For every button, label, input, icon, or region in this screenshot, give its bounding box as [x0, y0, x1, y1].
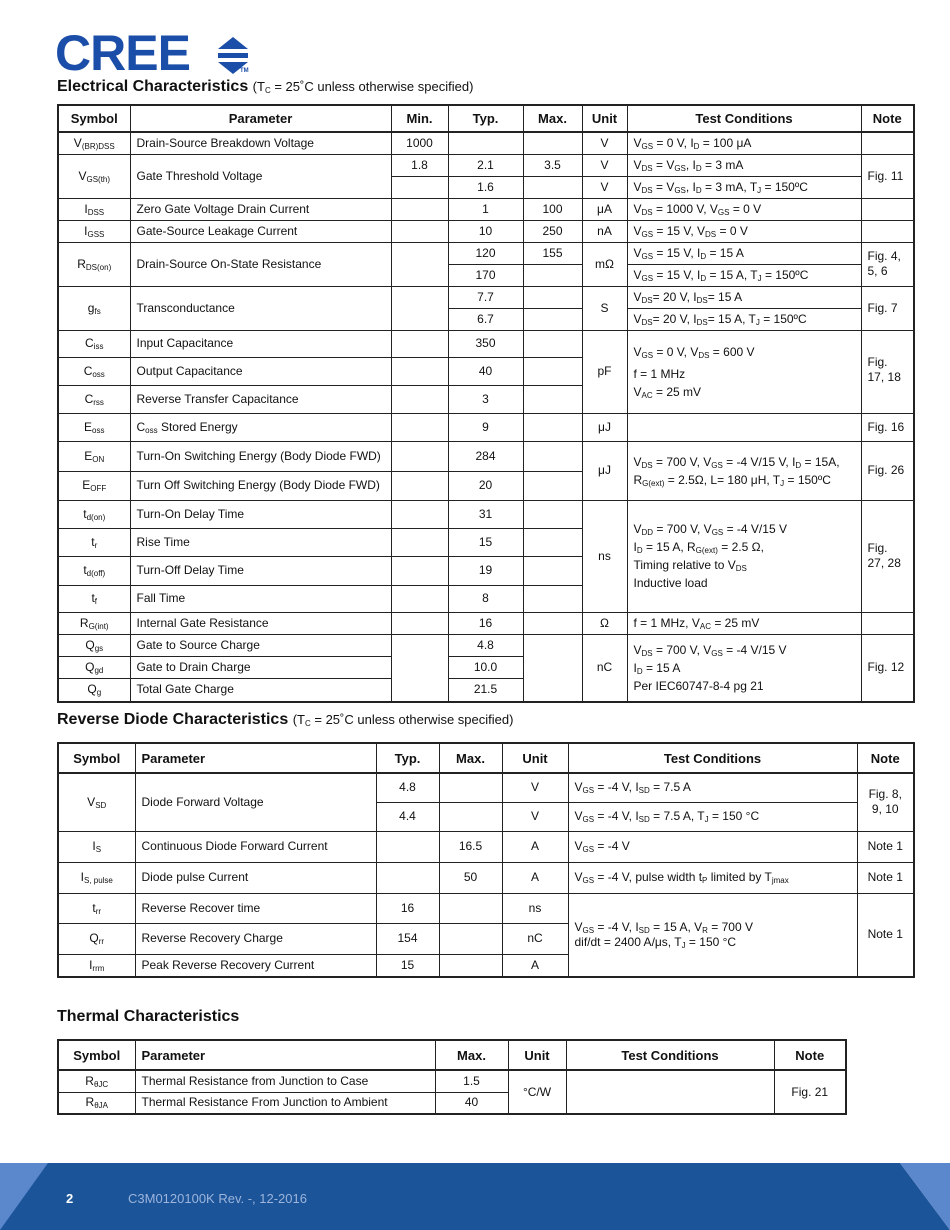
unit-cell: V [582, 132, 627, 154]
parameter-cell: Thermal Resistance From Junction to Ambient [135, 1092, 435, 1114]
typ-cell: 16 [448, 612, 523, 634]
parameter-cell: Total Gate Charge [130, 678, 391, 702]
min-cell: 1000 [391, 132, 448, 154]
unit-cell: V [502, 802, 568, 831]
typ-cell: 154 [376, 923, 439, 954]
condition-cell [627, 413, 861, 441]
max-cell [523, 176, 582, 198]
max-cell [439, 923, 502, 954]
typ-cell: 350 [448, 330, 523, 357]
condition-cell: $V_{GS} = -4$ V [568, 831, 857, 862]
parameter-cell: Continuous Diode Forward Current [135, 831, 376, 862]
col-unit: Unit [502, 743, 568, 773]
max-cell: 3.5 [523, 154, 582, 176]
note-cell: Fig. 21 [774, 1070, 846, 1114]
thermal-title: Thermal Characteristics [57, 1008, 240, 1025]
unit-cell: V [502, 773, 568, 802]
parameter-cell: Diode pulse Current [135, 862, 376, 893]
parameter-cell: Peak Reverse Recovery Current [135, 954, 376, 977]
note-cell: Note 1 [857, 862, 914, 893]
max-cell [439, 893, 502, 923]
min-cell [391, 585, 448, 612]
table-row [58, 1070, 846, 1092]
table-header-row [58, 1040, 846, 1070]
min-cell [391, 220, 448, 242]
table-row [58, 862, 914, 893]
max-cell [523, 385, 582, 413]
max-cell [523, 500, 582, 528]
parameter-cell: Reverse Transfer Capacitance [130, 385, 391, 413]
parameter-cell: Internal Gate Resistance [130, 612, 391, 634]
condition-cell: $V_{DS} = V_{GS}$, $I_D = 3$ mA, $T_J$ = 150ºC [627, 176, 861, 198]
col-parameter: Parameter [130, 105, 391, 132]
symbol-cell: $Q_{gs}$ [58, 634, 130, 656]
symbol-cell: $t_{rr}$ [58, 893, 135, 923]
parameter-cell: Gate to Source Charge [130, 634, 391, 656]
typ-cell [448, 132, 523, 154]
logo-text: CREE [55, 25, 190, 81]
diode-title: Reverse Diode Characteristics ($T_C$ = 25˚C unless otherwise specified) [57, 711, 514, 728]
note-cell: Note 1 [857, 831, 914, 862]
unit-cell: V [582, 154, 627, 176]
symbol-cell: $V_{GS(th)}$ [58, 154, 130, 198]
min-cell [391, 500, 448, 528]
note-cell: Fig. 7 [861, 286, 914, 330]
table-row [58, 330, 914, 357]
col-note: Note [861, 105, 914, 132]
typ-cell: 4.8 [376, 773, 439, 802]
part-revision: C3M0120100K Rev. -, 12-2016 [128, 1191, 307, 1206]
min-cell [391, 286, 448, 330]
parameter-cell: Turn-On Switching Energy (Body Diode FWD) [130, 441, 391, 471]
typ-cell: 16 [376, 893, 439, 923]
symbol-cell: $V_{SD}$ [58, 773, 135, 831]
condition-cell: $V_{DS} = 700$ V, $V_{GS} = -4$ V/15 V $I_D = 15$ A Per IEC60747-8-4 pg 21 [627, 634, 861, 702]
max-cell [523, 132, 582, 154]
parameter-cell: Zero Gate Voltage Drain Current [130, 198, 391, 220]
symbol-cell: $Q_g$ [58, 678, 130, 702]
symbol-cell: $C_{iss}$ [58, 330, 130, 357]
table-row [58, 500, 914, 528]
table-row [58, 612, 914, 634]
note-cell [861, 612, 914, 634]
unit-cell: °C/W [508, 1070, 566, 1114]
symbol-cell: $R_{DS(on)}$ [58, 242, 130, 286]
max-cell [523, 264, 582, 286]
electrical-table [57, 104, 915, 703]
condition-cell: $V_{GS} = 0$ V, $I_D = 100$ μA [627, 132, 861, 154]
min-cell [391, 634, 448, 702]
parameter-cell: Gate-Source Leakage Current [130, 220, 391, 242]
typ-cell: 20 [448, 471, 523, 500]
symbol-cell: $g_{fs}$ [58, 286, 130, 330]
parameter-cell: Turn-Off Delay Time [130, 556, 391, 585]
max-cell [523, 528, 582, 556]
max-cell [523, 556, 582, 585]
col-unit: Unit [508, 1040, 566, 1070]
parameter-cell: Gate to Drain Charge [130, 656, 391, 678]
max-cell [439, 773, 502, 802]
max-cell [523, 286, 582, 308]
col-min: Min. [391, 105, 448, 132]
min-cell [391, 330, 448, 357]
parameter-cell: Transconductance [130, 286, 391, 330]
table-row [58, 286, 914, 308]
unit-cell: ns [582, 500, 627, 612]
typ-cell: 284 [448, 441, 523, 471]
max-cell: 40 [435, 1092, 508, 1114]
parameter-cell: Reverse Recovery Charge [135, 923, 376, 954]
table-row [58, 441, 914, 471]
note-cell: Fig. 27, 28 [861, 500, 914, 612]
typ-cell: 1 [448, 198, 523, 220]
typ-cell: 21.5 [448, 678, 523, 702]
electrical-title: Electrical Characteristics ($T_C$ = 25˚C unless otherwise specified) [57, 78, 474, 95]
col-symbol: Symbol [58, 743, 135, 773]
parameter-cell: Thermal Resistance from Junction to Case [135, 1070, 435, 1092]
unit-cell: Ω [582, 612, 627, 634]
symbol-cell: $I_{S, pulse}$ [58, 862, 135, 893]
note-cell: Fig. 12 [861, 634, 914, 702]
min-cell [391, 176, 448, 198]
min-cell [391, 242, 448, 286]
parameter-cell: Gate Threshold Voltage [130, 154, 391, 198]
min-cell [391, 198, 448, 220]
condition-cell: $V_{GS} = 0$ V, $V_{DS} = 600$ V f = 1 MHz $V_{AC} = 25$ mV [627, 330, 861, 413]
min-cell [391, 612, 448, 634]
note-cell [861, 132, 914, 154]
condition-cell: $V_{GS} = -4$ V, pulse width $t_P$ limited by $T_{jmax}$ [568, 862, 857, 893]
condition-cell [566, 1070, 774, 1114]
symbol-cell: $t_{d(on)}$ [58, 500, 130, 528]
typ-cell: 4.8 [448, 634, 523, 656]
symbol-cell: $I_{rrm}$ [58, 954, 135, 977]
col-symbol: Symbol [58, 105, 130, 132]
condition-cell: $V_{DS} = V_{GS}$, $I_D = 3$ mA [627, 154, 861, 176]
min-cell [391, 357, 448, 385]
col-unit: Unit [582, 105, 627, 132]
max-cell: 155 [523, 242, 582, 264]
max-cell: 1.5 [435, 1070, 508, 1092]
table-row [58, 413, 914, 441]
typ-cell: 10.0 [448, 656, 523, 678]
col-note: Note [774, 1040, 846, 1070]
note-cell: Fig. 11 [861, 154, 914, 198]
typ-cell [376, 862, 439, 893]
diode-table [57, 742, 915, 978]
col-test-conditions: Test Conditions [568, 743, 857, 773]
typ-cell: 4.4 [376, 802, 439, 831]
max-cell: 50 [439, 862, 502, 893]
unit-cell: mΩ [582, 242, 627, 286]
symbol-cell: $R_{G(int)}$ [58, 612, 130, 634]
table-row [58, 634, 914, 656]
parameter-cell: Input Capacitance [130, 330, 391, 357]
max-cell [439, 954, 502, 977]
condition-cell: $V_{GS} = 15$ V, $V_{DS} = 0$ V [627, 220, 861, 242]
typ-cell: 40 [448, 357, 523, 385]
note-cell: Fig. 16 [861, 413, 914, 441]
col-max: Max. [439, 743, 502, 773]
typ-cell: 2.1 [448, 154, 523, 176]
thermal-table [57, 1039, 847, 1115]
parameter-cell: Drain-Source On-State Resistance [130, 242, 391, 286]
typ-cell: 15 [448, 528, 523, 556]
col-test-conditions: Test Conditions [627, 105, 861, 132]
condition-cell: f = 1 MHz, $V_{AC} = 25$ mV [627, 612, 861, 634]
col-typ: Typ. [376, 743, 439, 773]
typ-cell: 19 [448, 556, 523, 585]
min-cell [391, 385, 448, 413]
parameter-cell: $C_{oss}$ Stored Energy [130, 413, 391, 441]
page-number: 2 [66, 1191, 74, 1206]
typ-cell: 10 [448, 220, 523, 242]
unit-cell: μJ [582, 441, 627, 500]
max-cell [523, 330, 582, 357]
condition-cell: $V_{DS}= 20$ V, $I_{DS}= 15$ A [627, 286, 861, 308]
symbol-cell: $t_r$ [58, 528, 130, 556]
symbol-cell: $I_{DSS}$ [58, 198, 130, 220]
parameter-cell: Diode Forward Voltage [135, 773, 376, 831]
condition-cell: $V_{GS} = 15$ V, $I_D = 15$ A [627, 242, 861, 264]
note-cell [861, 198, 914, 220]
unit-cell: μJ [582, 413, 627, 441]
table-row [58, 220, 914, 242]
table-row [58, 132, 914, 154]
typ-cell: 31 [448, 500, 523, 528]
max-cell [523, 634, 582, 702]
symbol-cell: $I_{GSS}$ [58, 220, 130, 242]
table-header-row [58, 743, 914, 773]
unit-cell: V [582, 176, 627, 198]
condition-cell: $V_{GS} = -4$ V, $I_{SD} = 15$ A, $V_R = 700$ V dif/dt = 2400 A/μs, $T_J = 150$ °C [568, 893, 857, 977]
table-row [58, 831, 914, 862]
condition-cell: $V_{DS} = 700$ V, $V_{GS} = -4$ V/15 V, $I_D = 15A$, $R_{G(ext)} = 2.5\Omega$, L= 180 μH, $T_J$ = 150ºC [627, 441, 861, 500]
table-row [58, 198, 914, 220]
parameter-cell: Rise Time [130, 528, 391, 556]
note-cell: Fig. 8, 9, 10 [857, 773, 914, 831]
unit-cell: nC [502, 923, 568, 954]
col-parameter: Parameter [135, 1040, 435, 1070]
symbol-cell: $R_{\theta JC}$ [58, 1070, 135, 1092]
typ-cell: 170 [448, 264, 523, 286]
note-cell: Fig. 17, 18 [861, 330, 914, 413]
min-cell [391, 471, 448, 500]
symbol-cell: $I_S$ [58, 831, 135, 862]
unit-cell: A [502, 831, 568, 862]
max-cell: 16.5 [439, 831, 502, 862]
col-test-conditions: Test Conditions [566, 1040, 774, 1070]
symbol-cell: $t_f$ [58, 585, 130, 612]
typ-cell: 1.6 [448, 176, 523, 198]
col-typ: Typ. [448, 105, 523, 132]
condition-cell: $V_{DS}= 20$ V, $I_{DS}= 15$ A, $T_J$ = 150ºC [627, 308, 861, 330]
typ-cell: 7.7 [448, 286, 523, 308]
unit-cell: pF [582, 330, 627, 413]
note-cell [861, 220, 914, 242]
symbol-cell: $E_{ON}$ [58, 441, 130, 471]
typ-cell: 15 [376, 954, 439, 977]
cree-logo [55, 25, 255, 81]
symbol-cell: $E_{oss}$ [58, 413, 130, 441]
parameter-cell: Fall Time [130, 585, 391, 612]
min-cell [391, 441, 448, 471]
min-cell [391, 528, 448, 556]
table-header-row [58, 105, 914, 132]
table-row [58, 773, 914, 802]
condition-cell: $V_{GS} = -4$ V, $I_{SD} = 7.5$ A [568, 773, 857, 802]
condition-cell: $V_{DS} = 1000$ V, $V_{GS} = 0$ V [627, 198, 861, 220]
typ-cell: 120 [448, 242, 523, 264]
col-max: Max. [435, 1040, 508, 1070]
unit-cell: A [502, 954, 568, 977]
unit-cell: nA [582, 220, 627, 242]
symbol-cell: $V_{(BR)DSS}$ [58, 132, 130, 154]
unit-cell: μA [582, 198, 627, 220]
max-cell [523, 308, 582, 330]
max-cell: 250 [523, 220, 582, 242]
condition-cell: $V_{GS} = 15$ V, $I_D = 15$ A, $T_J$ = 150ºC [627, 264, 861, 286]
logo-trademark: TM [240, 68, 249, 74]
col-parameter: Parameter [135, 743, 376, 773]
col-note: Note [857, 743, 914, 773]
table-row [58, 154, 914, 176]
typ-cell: 9 [448, 413, 523, 441]
symbol-cell: $R_{\theta JA}$ [58, 1092, 135, 1114]
unit-cell: ns [502, 893, 568, 923]
typ-cell [376, 831, 439, 862]
max-cell [523, 441, 582, 471]
parameter-cell: Turn-On Delay Time [130, 500, 391, 528]
symbol-cell: $Q_{rr}$ [58, 923, 135, 954]
max-cell [523, 357, 582, 385]
typ-cell: 3 [448, 385, 523, 413]
min-cell [391, 413, 448, 441]
unit-cell: nC [582, 634, 627, 702]
max-cell [523, 585, 582, 612]
max-cell [523, 612, 582, 634]
max-cell [523, 471, 582, 500]
condition-cell: $V_{DD} = 700$ V, $V_{GS} = -4$ V/15 V $I_D = 15$ A, $R_{G(ext)} = 2.5$ Ω, Timing relative to $V_{DS}$ Inductive load [627, 500, 861, 612]
parameter-cell: Reverse Recover time [135, 893, 376, 923]
col-max: Max. [523, 105, 582, 132]
note-cell: Note 1 [857, 893, 914, 977]
min-cell [391, 556, 448, 585]
table-row [58, 242, 914, 264]
parameter-cell: Turn Off Switching Energy (Body Diode FWD) [130, 471, 391, 500]
unit-cell: S [582, 286, 627, 330]
note-cell: Fig. 26 [861, 441, 914, 500]
col-symbol: Symbol [58, 1040, 135, 1070]
parameter-cell: Output Capacitance [130, 357, 391, 385]
max-cell: 100 [523, 198, 582, 220]
max-cell [523, 413, 582, 441]
parameter-cell: Drain-Source Breakdown Voltage [130, 132, 391, 154]
max-cell [439, 802, 502, 831]
note-cell: Fig. 4, 5, 6 [861, 242, 914, 286]
typ-cell: 6.7 [448, 308, 523, 330]
typ-cell: 8 [448, 585, 523, 612]
symbol-cell: $E_{OFF}$ [58, 471, 130, 500]
table-row [58, 893, 914, 923]
symbol-cell: $C_{oss}$ [58, 357, 130, 385]
unit-cell: A [502, 862, 568, 893]
symbol-cell: $Q_{gd}$ [58, 656, 130, 678]
symbol-cell: $t_{d(off)}$ [58, 556, 130, 585]
condition-cell: $V_{GS} = -4$ V, $I_{SD} = 7.5$ A, $T_J = 150$ °C [568, 802, 857, 831]
symbol-cell: $C_{rss}$ [58, 385, 130, 413]
min-cell: 1.8 [391, 154, 448, 176]
